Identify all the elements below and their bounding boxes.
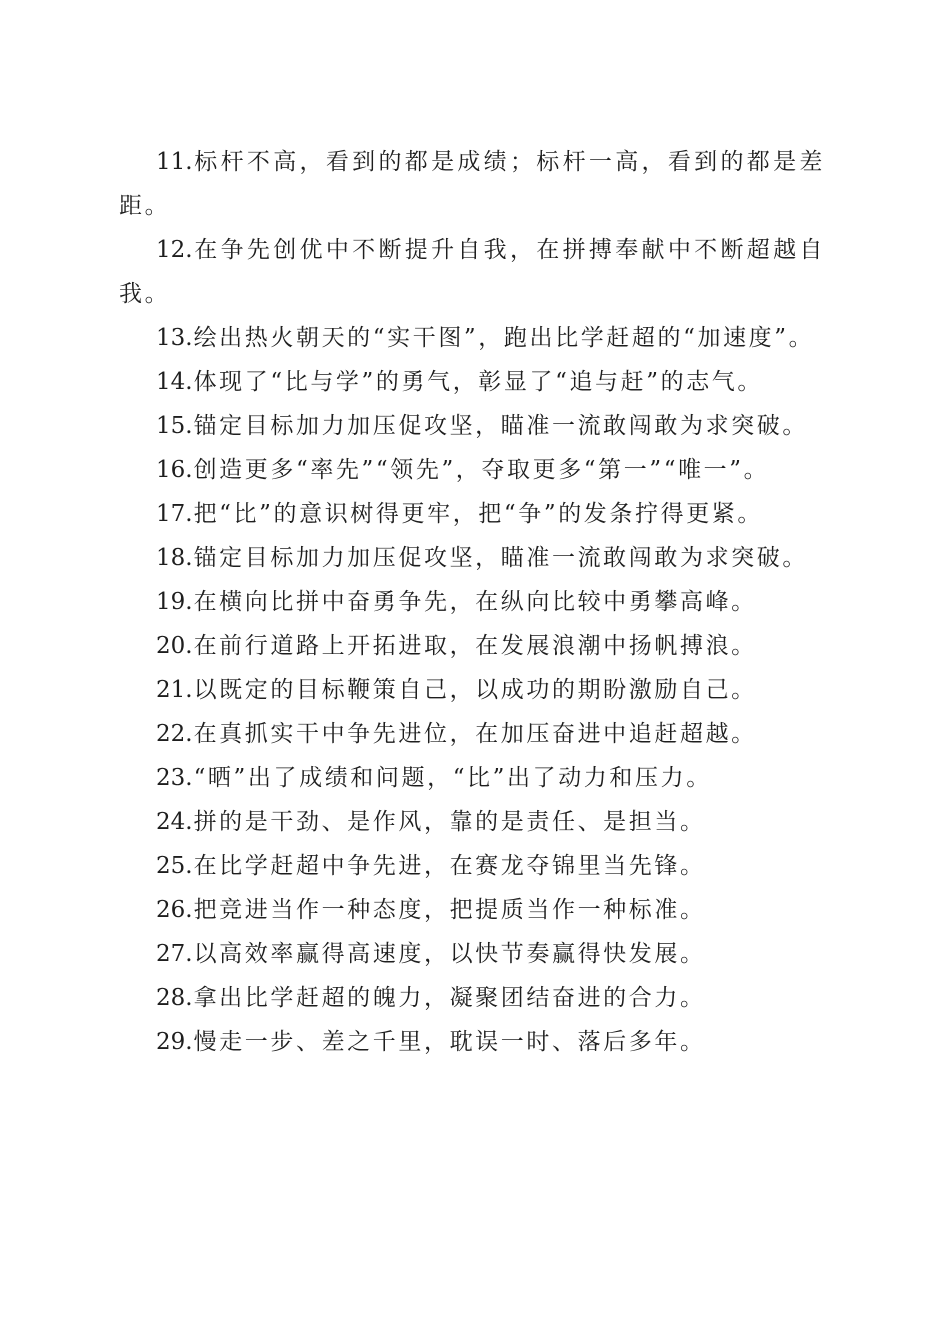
item-text: 在真抓实干中争先进位，在加压奋进中追赶超越。: [193, 721, 757, 747]
item-text: 绘出热火朝天的“实干图”，跑出比学赶超的“加速度”。: [193, 325, 815, 351]
list-item: [119, 404, 825, 448]
list-item: [119, 492, 825, 536]
item-number: 19.: [156, 589, 193, 615]
item-number: 12.: [156, 237, 193, 263]
list-item: [119, 932, 825, 976]
list-item: [119, 228, 825, 316]
item-number: 28.: [156, 985, 193, 1011]
item-text: 慢走一步、差之千里，耽误一时、落后多年。: [193, 1029, 706, 1055]
list-item: [119, 360, 825, 404]
list-item: [119, 536, 825, 580]
list-item: [119, 888, 825, 932]
list-item: [119, 580, 825, 624]
list-item: [119, 448, 825, 492]
item-text: 拼的是干劲、是作风，靠的是责任、是担当。: [193, 809, 706, 835]
document-body: [119, 140, 825, 1064]
item-text: 体现了“比与学”的勇气，彰显了“追与赶”的志气。: [193, 369, 764, 395]
item-number: 17.: [156, 501, 193, 527]
item-text: “晒”出了成绩和问题，“比”出了动力和压力。: [193, 765, 712, 791]
list-item: [119, 976, 825, 1020]
item-number: 11.: [156, 149, 193, 175]
item-number: 22.: [156, 721, 193, 747]
list-item: [119, 624, 825, 668]
item-number: 23.: [156, 765, 193, 791]
item-text: 在横向比拼中奋勇争先，在纵向比较中勇攀高峰。: [193, 589, 757, 615]
item-number: 13.: [156, 325, 193, 351]
item-text: 锚定目标加力加压促攻坚，瞄准一流敢闯敢为求突破。: [193, 545, 808, 571]
list-item: [119, 316, 825, 360]
list-item: [119, 140, 825, 228]
item-number: 15.: [156, 413, 193, 439]
item-text: 标杆不高，看到的都是成绩；标杆一高，看到的都是差距。: [119, 149, 825, 219]
item-number: 27.: [156, 941, 193, 967]
item-text: 在争先创优中不断提升自我，在拼搏奉献中不断超越自我。: [119, 237, 825, 307]
item-number: 24.: [156, 809, 193, 835]
item-number: 29.: [156, 1029, 193, 1055]
list-item: [119, 844, 825, 888]
item-number: 21.: [156, 677, 193, 703]
list-item: [119, 756, 825, 800]
item-number: 20.: [156, 633, 193, 659]
item-text: 把“比”的意识树得更牢，把“争”的发条拧得更紧。: [193, 501, 764, 527]
list-item: [119, 800, 825, 844]
item-text: 锚定目标加力加压促攻坚，瞄准一流敢闯敢为求突破。: [193, 413, 808, 439]
item-text: 创造更多“率先”“领先”，夺取更多“第一”“唯一”。: [193, 457, 770, 483]
item-text: 在比学赶超中争先进，在赛龙夺锦里当先锋。: [193, 853, 706, 879]
item-number: 14.: [156, 369, 193, 395]
item-text: 把竞进当作一种态度，把提质当作一种标准。: [193, 897, 706, 923]
list-item: [119, 1020, 825, 1064]
item-text: 以既定的目标鞭策自己，以成功的期盼激励自己。: [193, 677, 757, 703]
item-number: 26.: [156, 897, 193, 923]
item-number: 16.: [156, 457, 193, 483]
item-number: 18.: [156, 545, 193, 571]
item-text: 以高效率赢得高速度，以快节奏赢得快发展。: [193, 941, 706, 967]
list-item: [119, 668, 825, 712]
list-item: [119, 712, 825, 756]
item-text: 在前行道路上开拓进取，在发展浪潮中扬帆搏浪。: [193, 633, 757, 659]
item-number: 25.: [156, 853, 193, 879]
item-text: 拿出比学赶超的魄力，凝聚团结奋进的合力。: [193, 985, 706, 1011]
